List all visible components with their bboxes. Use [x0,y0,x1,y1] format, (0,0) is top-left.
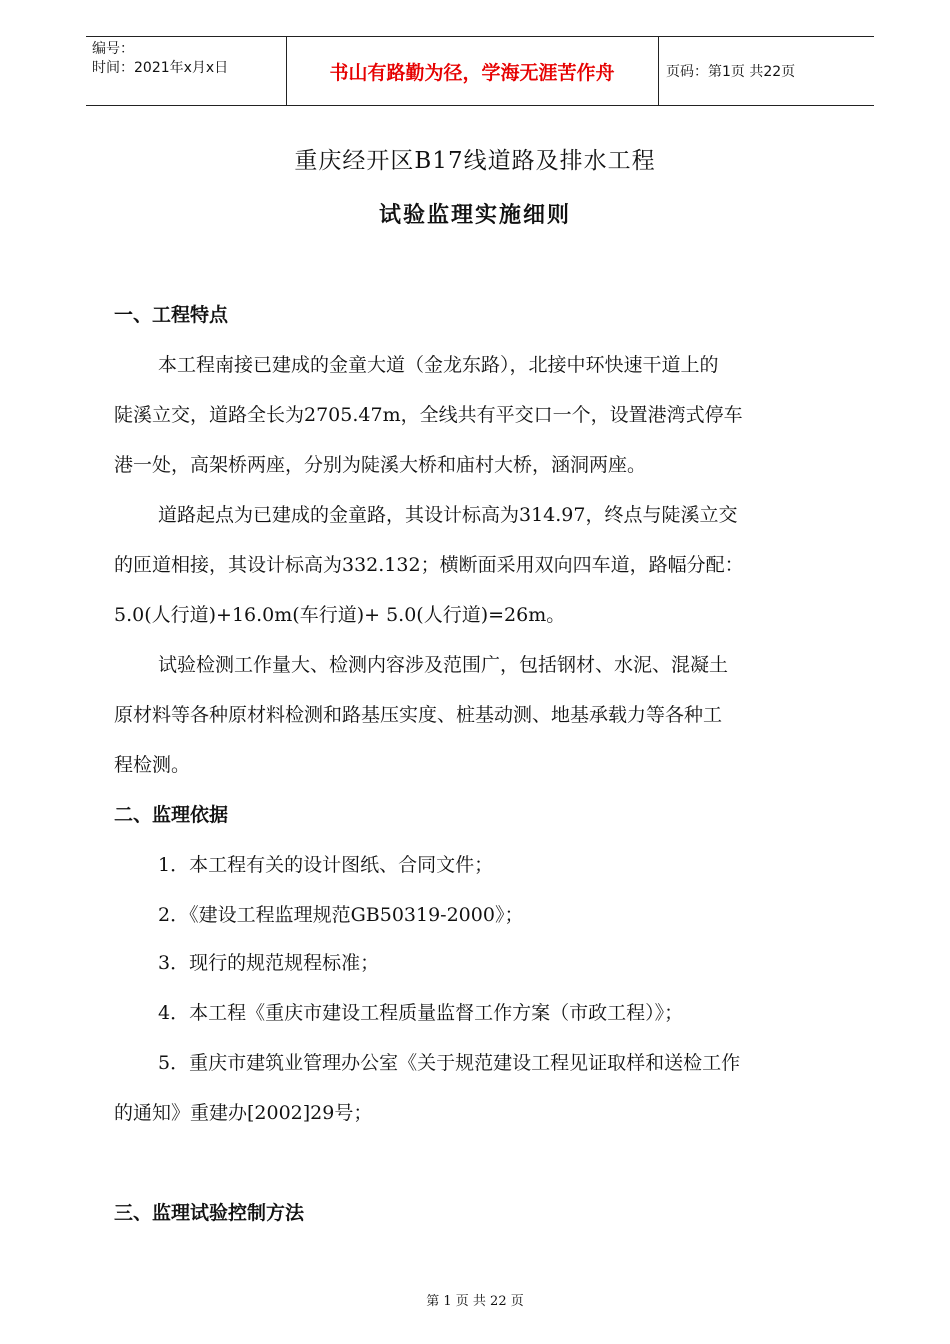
header-meta [92,40,282,78]
doc-time-label: 时间：2021年x月x日 [92,60,229,76]
paragraph-line: 程检测。 [114,754,191,776]
paragraph-line: 陡溪立交，道路全长为2705.47m，全线共有平交口一个，设置港湾式停车 [114,404,743,426]
paragraph-line: 道路起点为已建成的金童路，其设计标高为314.97，终点与陡溪立交 [158,504,738,526]
page-header [86,36,874,106]
section-heading: 三、监理试验控制方法 [114,1202,305,1224]
page-footer: 第 1 页 共 22 页 [426,1294,524,1309]
list-item-continuation: 的通知》重建办[2002]29号； [114,1102,373,1124]
doc-number-label: 编号： [92,41,134,57]
section-heading: 一、工程特点 [114,304,229,326]
header-divider [658,37,659,105]
paragraph-line: 原材料等各种原材料检测和路基压实度、桩基动测、地基承载力等各种工 [114,704,723,726]
paragraph-line: 5.0(人行道)+16.0m(车行道)+ 5.0(人行道)=26m。 [114,604,566,626]
doc-subtitle: 试验监理实施细则 [378,203,571,228]
list-item: 4．本工程《重庆市建设工程质量监督工作方案（市政工程）》； [158,1002,684,1024]
list-item: 5．重庆市建筑业管理办公室《关于规范建设工程见证取样和送检工作 [158,1052,741,1074]
paragraph-line: 港一处，高架桥两座，分别为陡溪大桥和庙村大桥，涵洞两座。 [114,454,647,476]
doc-title: 重庆经开区B17线道路及排水工程 [294,148,656,174]
paragraph-line: 本工程南接已建成的金童大道（金龙东路），北接中环快速干道上的 [158,354,719,376]
paragraph-line: 试验检测工作量大、检测内容涉及范围广，包括钢材、水泥、混凝土 [158,654,729,676]
header-motto: 书山有路勤为径，学海无涯苦作舟 [329,61,615,84]
list-item: 3．现行的规范规程标准； [158,952,380,974]
list-item: 2．《建设工程监理规范GB50319-2000》； [158,904,524,926]
paragraph-line: 的匝道相接，其设计标高为332.132；横断面采用双向四车道，路幅分配： [114,554,744,576]
list-item: 1．本工程有关的设计图纸、合同文件； [158,854,494,876]
section-heading: 二、监理依据 [114,804,229,826]
header-page-info: 页码：第1页 共22页 [666,64,796,80]
